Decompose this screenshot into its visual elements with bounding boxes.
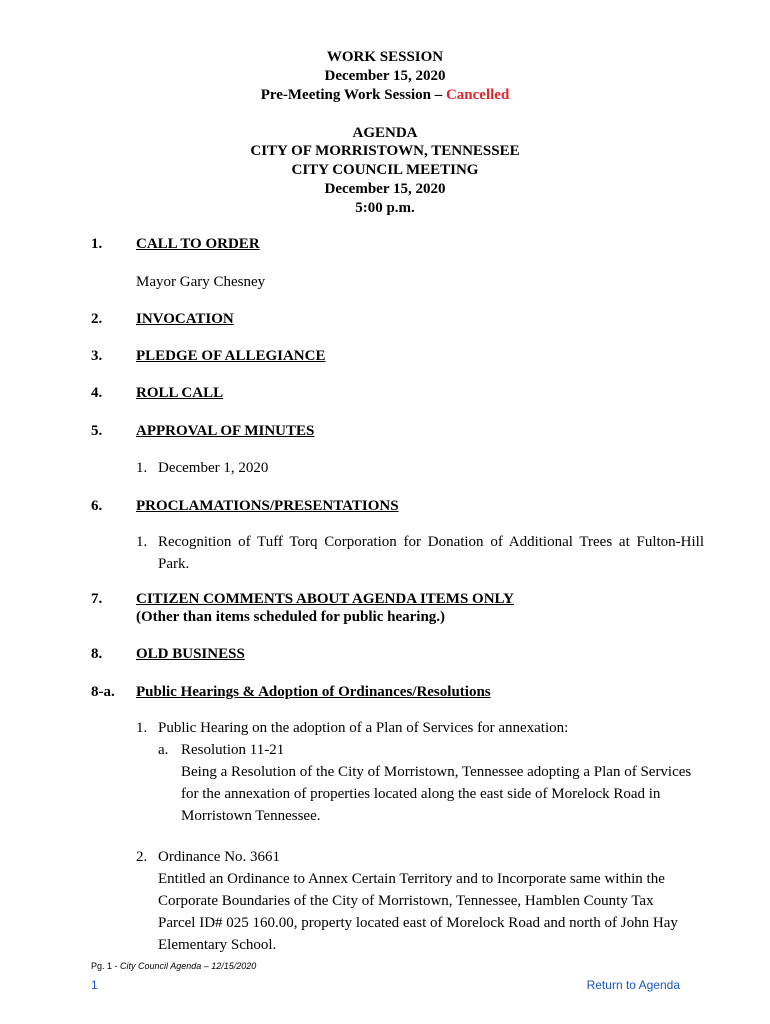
item-6-number: 6. (91, 498, 103, 514)
return-to-agenda-link[interactable]: Return to Agenda (586, 978, 680, 992)
item-5-number: 5. (91, 423, 103, 439)
page-number: 1 (91, 978, 98, 992)
header-date: December 15, 2020 (324, 68, 446, 84)
item-7-number: 7. (91, 591, 103, 607)
item-5-title: APPROVAL OF MINUTES (136, 423, 315, 439)
footer-agenda-ref: - City Council Agenda – 12/15/2020 (112, 961, 257, 971)
item-6-title: PROCLAMATIONS/PRESENTATIONS (136, 498, 399, 514)
item-5-sub-text: December 1, 2020 (158, 460, 269, 476)
item-1-number: 1. (91, 236, 103, 252)
header-work-session: WORK SESSION (326, 49, 444, 65)
footer-page-ref (91, 960, 256, 972)
item-8a-1a-title: Resolution 11-21 (181, 742, 285, 758)
header-time: 5:00 p.m. (355, 200, 415, 216)
item-7-subtitle: (Other than items scheduled for public hearing.) (136, 609, 446, 625)
item-3-number: 3. (91, 348, 103, 364)
item-2-number: 2. (91, 311, 103, 327)
header-city: CITY OF MORRISTOWN, TENNESSEE (250, 143, 520, 159)
item-1-title: CALL TO ORDER (136, 236, 260, 252)
item-6-sub-number: 1. (136, 534, 148, 550)
item-5-sub-number: 1. (136, 460, 148, 476)
cancelled-status: Cancelled (445, 87, 510, 103)
item-1-detail: Mayor Gary Chesney (136, 274, 266, 290)
header-meeting: CITY COUNCIL MEETING (291, 162, 479, 178)
item-8a-1-text: Public Hearing on the adoption of a Plan of Services for annexation: (158, 720, 569, 736)
item-8a-1a-letter: a. (158, 742, 169, 758)
item-8a-2-text: Entitled an Ordinance to Annex Certain Territory and to Incorporate same within the Corporate Boundaries of the City of Morristown, Tennessee, Hamblen County Tax Parcel ID# 025 160.00, property located east of Morelock Road and north of John Hay Elementary School. (158, 871, 678, 953)
item-6-sub-text: Recognition of Tuff Torq Corporation for Donation of Additional Trees at Fulton-Hill Park. (158, 534, 704, 572)
footer-pg-label: Pg. 1 (91, 961, 113, 971)
header-agenda: AGENDA (352, 125, 418, 141)
item-3-title: PLEDGE OF ALLEGIANCE (136, 348, 326, 364)
item-8a-title: Public Hearings & Adoption of Ordinances/Resolutions (136, 684, 491, 700)
item-8a-2-title: Ordinance No. 3661 (158, 849, 281, 865)
pre-meeting-label: Pre-Meeting Work Session – (260, 87, 446, 103)
item-4-number: 4. (91, 385, 103, 401)
item-8a-number: 8-a. (91, 684, 115, 700)
item-8a-1-number: 1. (136, 720, 148, 736)
item-4-title: ROLL CALL (136, 385, 224, 401)
header-pre-meeting (0, 86, 770, 105)
header-meeting-date: December 15, 2020 (324, 181, 446, 197)
item-2-title: INVOCATION (136, 311, 234, 327)
item-8-title: OLD BUSINESS (136, 646, 245, 662)
item-8-number: 8. (91, 646, 103, 662)
item-8a-1a-text: Being a Resolution of the City of Morristown, Tennessee adopting a Plan of Services for the annexation of properties located along the east side of Morelock Road in Morristown Tennessee. (181, 764, 692, 824)
item-7-title: CITIZEN COMMENTS ABOUT AGENDA ITEMS ONLY (136, 591, 515, 607)
item-8a-2-number: 2. (136, 849, 148, 865)
